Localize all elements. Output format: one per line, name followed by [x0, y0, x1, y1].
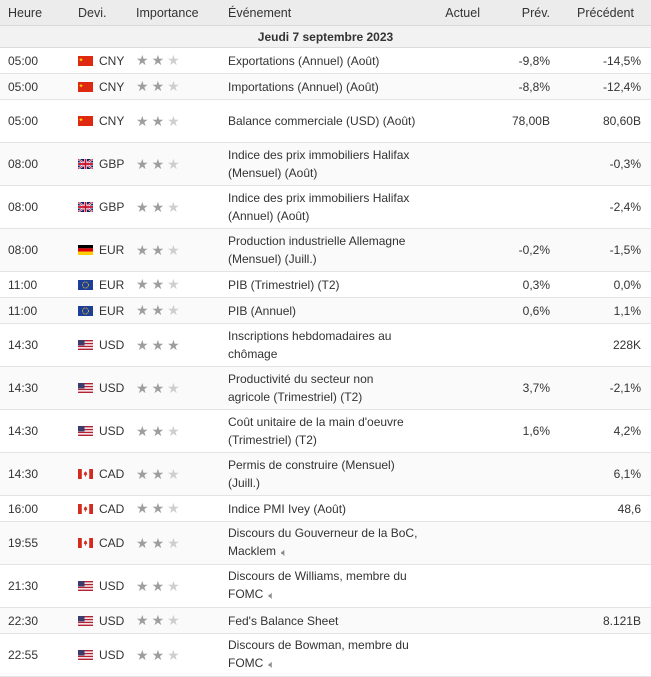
table-row[interactable]: [0, 565, 651, 608]
canada-flag-icon: [78, 504, 93, 514]
star-filled-icon: ★: [151, 276, 168, 292]
event-time: 22:30: [0, 608, 70, 634]
star-empty-icon: ★: [167, 276, 183, 292]
currency-code: EUR: [99, 243, 125, 257]
currency-code: EUR: [99, 277, 125, 292]
event-time: 22:55: [0, 634, 70, 677]
event-forecast: [490, 565, 560, 608]
event-name-cell[interactable]: [224, 410, 422, 453]
currency-code: CAD: [99, 501, 125, 516]
event-previous: 48,6: [560, 496, 651, 522]
event-forecast: [490, 324, 560, 367]
star-filled-icon: ★: [136, 302, 152, 318]
star-filled-icon: ★: [136, 112, 152, 129]
event-time: 11:00: [0, 272, 70, 298]
table-row[interactable]: [0, 453, 651, 496]
star-filled-icon: ★: [151, 78, 168, 94]
header-actual[interactable]: Actuel: [422, 0, 490, 26]
star-empty-icon: ★: [167, 78, 183, 94]
event-time: 05:00: [0, 48, 70, 74]
event-currency: [70, 298, 132, 324]
importance-stars: [132, 229, 224, 272]
event-previous: 228K: [560, 324, 651, 367]
event-actual: [422, 74, 490, 100]
currency-code: EUR: [99, 303, 125, 318]
event-time: 05:00: [0, 100, 70, 143]
table-row[interactable]: [0, 100, 651, 143]
event-forecast: [490, 522, 560, 565]
date-label: Jeudi 7 septembre 2023: [0, 26, 651, 48]
currency-code: USD: [99, 648, 125, 662]
currency-code: CNY: [99, 114, 125, 128]
star-empty-icon: ★: [167, 112, 183, 129]
star-filled-icon: ★: [136, 500, 152, 516]
table-row[interactable]: [0, 298, 651, 324]
uk-flag-icon: [78, 159, 93, 169]
event-name-cell[interactable]: [224, 565, 422, 608]
event-forecast: -9,8%: [490, 48, 560, 74]
currency-code: USD: [99, 579, 125, 593]
star-filled-icon: ★: [136, 276, 152, 292]
importance-stars: [132, 74, 224, 100]
star-filled-icon: ★: [151, 577, 168, 594]
event-time: 16:00: [0, 496, 70, 522]
event-actual: [422, 608, 490, 634]
event-name[interactable]: Discours du Gouverneur de la BoC, Macklem: [228, 526, 418, 558]
event-time: 08:00: [0, 229, 70, 272]
event-currency: [70, 74, 132, 100]
event-forecast: 3,7%: [490, 367, 560, 410]
event-currency: [70, 410, 132, 453]
event-previous: -12,4%: [560, 74, 651, 100]
star-empty-icon: ★: [167, 302, 183, 318]
speaker-icon: 🔈︎: [281, 547, 288, 559]
event-previous: 6,1%: [560, 453, 651, 496]
event-actual: [422, 522, 490, 565]
event-actual: [422, 298, 490, 324]
event-time: 14:30: [0, 367, 70, 410]
us-flag-icon: [78, 650, 93, 660]
importance-stars: [132, 367, 224, 410]
star-empty-icon: ★: [167, 422, 183, 439]
event-currency: [70, 100, 132, 143]
event-name[interactable]: Coût unitaire de la main d'oeuvre (Trimestriel) (T2): [228, 415, 404, 447]
event-time: 05:00: [0, 74, 70, 100]
event-time: 14:30: [0, 410, 70, 453]
event-previous: 4,2%: [560, 410, 651, 453]
event-name[interactable]: Exportations (Annuel) (Août): [228, 53, 380, 68]
star-empty-icon: ★: [167, 52, 183, 68]
importance-stars: [132, 453, 224, 496]
star-filled-icon: ★: [136, 336, 152, 353]
event-previous: [560, 565, 651, 608]
event-previous: -14,5%: [560, 48, 651, 74]
star-filled-icon: ★: [151, 52, 168, 68]
event-currency: [70, 143, 132, 186]
speaker-icon: 🔈︎: [268, 590, 275, 602]
event-currency: [70, 565, 132, 608]
eu-flag-icon: [78, 280, 93, 290]
event-name[interactable]: Indice PMI Ivey (Août): [228, 501, 347, 516]
event-currency: [70, 453, 132, 496]
event-actual: [422, 229, 490, 272]
event-actual: [422, 272, 490, 298]
event-name[interactable]: Discours de Bowman, membre du FOMC: [228, 638, 409, 670]
event-name[interactable]: Permis de construire (Mensuel) (Juill.): [228, 458, 395, 490]
event-currency: [70, 522, 132, 565]
event-currency: [70, 186, 132, 229]
table-row[interactable]: [0, 74, 651, 100]
event-name-cell[interactable]: [224, 272, 422, 298]
star-filled-icon: ★: [151, 241, 168, 258]
event-actual: [422, 496, 490, 522]
importance-stars: [132, 324, 224, 367]
canada-flag-icon: [78, 538, 93, 548]
event-forecast: 1,6%: [490, 410, 560, 453]
china-flag-icon: [78, 116, 93, 126]
event-name-cell[interactable]: [224, 367, 422, 410]
table-row[interactable]: [0, 608, 651, 634]
header-previous[interactable]: Précédent: [560, 0, 651, 26]
event-name[interactable]: Indice des prix immobiliers Halifax (Annuel) (Août): [228, 191, 410, 223]
event-currency: [70, 48, 132, 74]
event-time: 14:30: [0, 324, 70, 367]
star-empty-icon: ★: [167, 577, 183, 594]
importance-stars: [132, 186, 224, 229]
star-filled-icon: ★: [151, 534, 168, 551]
us-flag-icon: [78, 426, 93, 436]
event-previous: -1,5%: [560, 229, 651, 272]
importance-stars: [132, 634, 224, 677]
star-filled-icon: ★: [151, 612, 168, 628]
currency-code: CAD: [99, 536, 125, 550]
event-time: 14:30: [0, 453, 70, 496]
table-row[interactable]: [0, 634, 651, 677]
event-name-cell[interactable]: [224, 100, 422, 143]
currency-code: USD: [99, 338, 125, 352]
star-filled-icon: ★: [136, 422, 152, 439]
event-name-cell[interactable]: [224, 143, 422, 186]
event-previous: [560, 634, 651, 677]
event-actual: [422, 100, 490, 143]
event-name-cell[interactable]: [224, 298, 422, 324]
event-forecast: -0,2%: [490, 229, 560, 272]
event-actual: [422, 324, 490, 367]
eu-flag-icon: [78, 306, 93, 316]
event-name[interactable]: Fed's Balance Sheet: [228, 613, 339, 628]
event-currency: [70, 367, 132, 410]
event-name[interactable]: Production industrielle Allemagne (Mensuel) (Juill.): [228, 234, 406, 266]
table-row[interactable]: [0, 48, 651, 74]
star-empty-icon: ★: [167, 500, 183, 516]
event-name-cell[interactable]: [224, 522, 422, 565]
event-actual: [422, 453, 490, 496]
table-row[interactable]: [0, 367, 651, 410]
event-time: 08:00: [0, 143, 70, 186]
event-name[interactable]: Inscriptions hebdomadaires au chômage: [228, 329, 392, 361]
event-name-cell[interactable]: [224, 74, 422, 100]
importance-stars: [132, 410, 224, 453]
importance-stars: [132, 272, 224, 298]
event-name[interactable]: PIB (Trimestriel) (T2): [228, 277, 340, 292]
header-importance[interactable]: Importance: [132, 0, 224, 26]
star-empty-icon: ★: [167, 612, 183, 628]
star-empty-icon: ★: [167, 465, 183, 482]
star-empty-icon: ★: [167, 155, 183, 172]
event-name-cell[interactable]: [224, 496, 422, 522]
star-filled-icon: ★: [167, 336, 183, 353]
event-previous: 0,0%: [560, 272, 651, 298]
uk-flag-icon: [78, 202, 93, 212]
table-row[interactable]: [0, 143, 651, 186]
event-time: 21:30: [0, 565, 70, 608]
header-forecast[interactable]: Prév.: [490, 0, 560, 26]
event-name[interactable]: Discours de Williams, membre du FOMC: [228, 569, 407, 601]
event-forecast: [490, 496, 560, 522]
star-filled-icon: ★: [136, 577, 152, 594]
star-filled-icon: ★: [136, 646, 152, 663]
event-forecast: -8,8%: [490, 74, 560, 100]
event-name-cell[interactable]: [224, 48, 422, 74]
event-forecast: [490, 634, 560, 677]
event-forecast: [490, 186, 560, 229]
star-filled-icon: ★: [151, 379, 168, 396]
event-currency: [70, 272, 132, 298]
importance-stars: [132, 100, 224, 143]
event-actual: [422, 565, 490, 608]
event-forecast: 0,3%: [490, 272, 560, 298]
star-filled-icon: ★: [136, 155, 152, 172]
star-filled-icon: ★: [151, 198, 168, 215]
star-empty-icon: ★: [167, 379, 183, 396]
star-filled-icon: ★: [151, 112, 168, 129]
event-actual: [422, 186, 490, 229]
event-actual: [422, 367, 490, 410]
star-empty-icon: ★: [167, 646, 183, 663]
header-event[interactable]: Événement: [224, 0, 422, 26]
currency-code: CAD: [99, 467, 125, 481]
importance-stars: [132, 522, 224, 565]
event-actual: [422, 48, 490, 74]
table-row[interactable]: [0, 410, 651, 453]
table-row[interactable]: [0, 186, 651, 229]
event-name-cell[interactable]: [224, 229, 422, 272]
star-filled-icon: ★: [136, 612, 152, 628]
table-row[interactable]: [0, 496, 651, 522]
importance-stars: [132, 48, 224, 74]
germany-flag-icon: [78, 245, 93, 255]
star-filled-icon: ★: [151, 336, 168, 353]
china-flag-icon: [78, 82, 93, 92]
star-filled-icon: ★: [151, 155, 168, 172]
event-name[interactable]: Importations (Annuel) (Août): [228, 79, 379, 94]
event-currency: [70, 608, 132, 634]
us-flag-icon: [78, 616, 93, 626]
importance-stars: [132, 496, 224, 522]
event-time: 08:00: [0, 186, 70, 229]
event-name[interactable]: Balance commerciale (USD) (Août): [228, 114, 416, 128]
event-name-cell[interactable]: [224, 186, 422, 229]
star-empty-icon: ★: [167, 534, 183, 551]
star-empty-icon: ★: [167, 198, 183, 215]
star-filled-icon: ★: [136, 241, 152, 258]
star-filled-icon: ★: [136, 198, 152, 215]
event-currency: [70, 324, 132, 367]
event-time: 19:55: [0, 522, 70, 565]
star-filled-icon: ★: [136, 78, 152, 94]
event-previous: -2,1%: [560, 367, 651, 410]
table-row[interactable]: [0, 324, 651, 367]
event-previous: 80,60B: [560, 100, 651, 143]
event-actual: [422, 634, 490, 677]
star-filled-icon: ★: [136, 465, 152, 482]
event-actual: [422, 143, 490, 186]
event-name-cell[interactable]: [224, 324, 422, 367]
event-name[interactable]: Productivité du secteur non agricole (Trimestriel) (T2): [228, 372, 374, 404]
event-forecast: 0,6%: [490, 298, 560, 324]
us-flag-icon: [78, 581, 93, 591]
event-actual: [422, 410, 490, 453]
currency-code: GBP: [99, 157, 125, 171]
event-forecast: [490, 453, 560, 496]
star-filled-icon: ★: [151, 500, 168, 516]
star-filled-icon: ★: [151, 465, 168, 482]
event-forecast: 78,00B: [490, 100, 560, 143]
star-filled-icon: ★: [151, 302, 168, 318]
star-filled-icon: ★: [136, 379, 152, 396]
table-row[interactable]: [0, 229, 651, 272]
event-forecast: [490, 608, 560, 634]
header-row: [0, 0, 651, 26]
table-row[interactable]: [0, 522, 651, 565]
star-filled-icon: ★: [151, 422, 168, 439]
event-name-cell[interactable]: [224, 608, 422, 634]
speaker-icon: 🔈︎: [268, 659, 275, 671]
event-name-cell[interactable]: [224, 453, 422, 496]
us-flag-icon: [78, 340, 93, 350]
event-currency: [70, 496, 132, 522]
china-flag-icon: [78, 56, 93, 66]
date-row: [0, 26, 651, 48]
table-row[interactable]: [0, 272, 651, 298]
star-filled-icon: ★: [151, 646, 168, 663]
header-currency[interactable]: Devi.: [70, 0, 132, 26]
event-previous: -2,4%: [560, 186, 651, 229]
canada-flag-icon: [78, 469, 93, 479]
currency-code: USD: [99, 613, 125, 628]
star-filled-icon: ★: [136, 52, 152, 68]
importance-stars: [132, 565, 224, 608]
currency-code: GBP: [99, 200, 125, 214]
event-currency: [70, 229, 132, 272]
event-time: 11:00: [0, 298, 70, 324]
event-previous: 1,1%: [560, 298, 651, 324]
event-name[interactable]: Indice des prix immobiliers Halifax (Mensuel) (Août): [228, 148, 410, 180]
event-previous: -0,3%: [560, 143, 651, 186]
event-name[interactable]: PIB (Annuel): [228, 303, 297, 318]
event-name-cell[interactable]: [224, 634, 422, 677]
header-time[interactable]: Heure: [0, 0, 70, 26]
importance-stars: [132, 298, 224, 324]
us-flag-icon: [78, 383, 93, 393]
star-filled-icon: ★: [136, 534, 152, 551]
event-currency: [70, 634, 132, 677]
importance-stars: [132, 143, 224, 186]
importance-stars: [132, 608, 224, 634]
currency-code: CNY: [99, 79, 125, 94]
currency-code: USD: [99, 424, 125, 438]
event-previous: 8.121B: [560, 608, 651, 634]
event-forecast: [490, 143, 560, 186]
currency-code: CNY: [99, 53, 125, 68]
currency-code: USD: [99, 381, 125, 395]
star-empty-icon: ★: [167, 241, 183, 258]
event-previous: [560, 522, 651, 565]
